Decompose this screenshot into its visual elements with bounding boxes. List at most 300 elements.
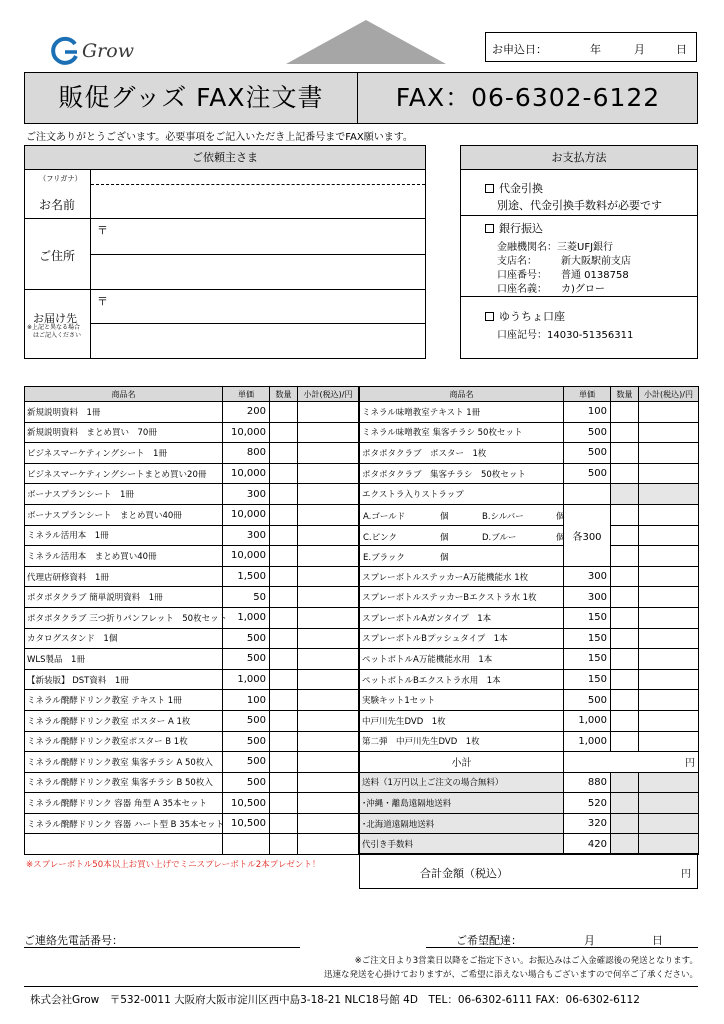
delivery-note-line: ※上記と異なる場合	[27, 324, 81, 331]
unit-price: 10,500	[223, 813, 270, 834]
unit-price: 300	[564, 566, 611, 587]
subtotal-field[interactable]	[298, 587, 359, 608]
unit-price: 500	[564, 422, 611, 443]
quantity-field[interactable]	[611, 402, 639, 423]
subtotal-field[interactable]	[298, 422, 359, 443]
subtotal-field[interactable]	[298, 402, 359, 423]
strap-unit: 個	[556, 511, 565, 522]
delivery-postal-mark: 〒	[97, 295, 108, 308]
table-row	[360, 649, 699, 670]
fee-price: 420	[564, 834, 611, 855]
product-name: スプレーボトルステッカーBエクストラ水 1枚	[360, 587, 564, 608]
furigana-field[interactable]	[92, 171, 426, 183]
table-row	[25, 402, 359, 423]
fee-price: 520	[564, 793, 611, 814]
unit-price: 150	[564, 628, 611, 649]
subtotal-field[interactable]	[639, 669, 699, 690]
subtotal-field[interactable]	[298, 710, 359, 731]
unit-price: 1,000	[564, 710, 611, 731]
product-name: ミネラル醗酵ドリンク教室ポスター B 1枚	[25, 731, 223, 752]
product-name: ボーナスプランシート まとめ買い40冊	[25, 504, 223, 525]
unit-price: 50	[223, 587, 270, 608]
unit-price: 300	[223, 525, 270, 546]
table-row	[25, 690, 359, 711]
quantity-field[interactable]	[270, 834, 298, 855]
quantity-field[interactable]	[270, 402, 298, 423]
product-name: ミネラル味噌教室 集客チラシ 50枚セット	[360, 422, 564, 443]
unit-price: 1,000	[223, 607, 270, 628]
header-qty: 数量	[611, 387, 639, 402]
quantity-field[interactable]	[270, 566, 298, 587]
subtotal-field[interactable]	[639, 566, 699, 587]
table-row	[360, 731, 699, 752]
product-name: ミネラル醗酵ドリンク教室 テキスト 1冊	[25, 690, 223, 711]
table-row	[25, 628, 359, 649]
order-note: ※ご注文日より3営業日以降をご指定下さい。お振込みはご入金確認後の発送となります。	[354, 956, 698, 966]
quantity-field[interactable]	[270, 546, 298, 567]
table-row	[25, 525, 359, 546]
subtotal-field[interactable]	[298, 772, 359, 793]
strap-color: E.ブラック	[363, 553, 405, 564]
company-footer: 株式会社Grow 〒532-0011 大阪府大阪市淀川区西中島3-18-21 NLC18号館 4D TEL：06-6302-6111 FAX：06-6302-6112	[30, 994, 640, 1006]
unit-price: 500	[564, 443, 611, 464]
application-date-box[interactable]	[485, 32, 697, 62]
subtotal-field[interactable]	[298, 649, 359, 670]
contact-phone-label: ご連絡先電話番号：	[24, 934, 123, 947]
table-row	[360, 669, 699, 690]
table-row	[25, 443, 359, 464]
product-name: 新規説明資料 1冊	[25, 402, 223, 423]
table-row	[360, 566, 699, 587]
table-row	[25, 793, 359, 814]
unit-price: 150	[564, 607, 611, 628]
subtotal-field[interactable]	[298, 484, 359, 505]
strap-color: C.ピンク	[363, 532, 397, 543]
quantity-field[interactable]	[611, 566, 639, 587]
fee-price: 320	[564, 813, 611, 834]
subtotal-field[interactable]	[298, 607, 359, 628]
product-name: スプレーボトルAガンタイプ 1本	[360, 607, 564, 628]
table-row	[360, 422, 699, 443]
unit-price: 10,500	[223, 793, 270, 814]
table-row	[25, 834, 359, 855]
table-row	[360, 546, 699, 567]
product-name	[25, 834, 223, 855]
header-qty: 数量	[270, 387, 298, 402]
quantity-field[interactable]	[270, 793, 298, 814]
product-name: 中戸川先生DVD 1枚	[360, 710, 564, 731]
product-name: 【新装版】 DST資料 1冊	[25, 669, 223, 690]
grow-logo-icon	[50, 36, 80, 66]
quantity-field[interactable]	[270, 731, 298, 752]
name-label: お名前	[39, 198, 76, 212]
unit-price: 500	[564, 690, 611, 711]
strap-each-price: 各300	[564, 504, 611, 566]
product-name: ビジネスマーケティングシート 1冊	[25, 443, 223, 464]
quantity-field[interactable]	[270, 649, 298, 670]
quantity-field[interactable]	[270, 628, 298, 649]
subtotal-field[interactable]	[298, 628, 359, 649]
unit-price: 300	[223, 484, 270, 505]
quantity-field[interactable]	[270, 504, 298, 525]
quantity-field[interactable]	[270, 443, 298, 464]
unit-price: 500	[223, 649, 270, 670]
table-row	[25, 710, 359, 731]
address-postal-mark: 〒	[97, 224, 108, 237]
company-logo	[50, 34, 170, 70]
table-header-row	[25, 387, 359, 402]
subtotal-field[interactable]	[639, 690, 699, 711]
product-name: ポタポタクラブ 簡単説明資料 1冊	[25, 587, 223, 608]
checkbox-icon[interactable]	[485, 184, 494, 193]
subtotal-field[interactable]	[639, 649, 699, 670]
quantity-field[interactable]	[611, 669, 639, 690]
product-name: ミネラル活用本 まとめ買い40冊	[25, 546, 223, 567]
requester-header: ご依頼主さま	[25, 146, 425, 170]
table-row	[360, 402, 699, 423]
subtotal-field[interactable]	[298, 690, 359, 711]
subtotal-field[interactable]	[298, 793, 359, 814]
product-name: ミネラル醗酵ドリンク 容器 ハート型 B 35本セット	[25, 813, 223, 834]
delivery-note	[27, 324, 81, 340]
quantity-field[interactable]	[611, 546, 639, 567]
table-row	[25, 546, 359, 567]
subtotal-field[interactable]	[639, 628, 699, 649]
unit-price: 100	[564, 402, 611, 423]
strap-option	[360, 546, 564, 567]
date-month-label: 月	[634, 43, 645, 56]
table-row	[25, 504, 359, 525]
quantity-field[interactable]	[611, 587, 639, 608]
grand-total-label: 合計金額（税込）	[420, 867, 508, 880]
product-name: スプレーボトルBプッシュタイプ 1本	[360, 628, 564, 649]
delivery-label: お届け先	[33, 312, 77, 325]
logo-text: Grow	[82, 40, 134, 62]
unit-price: 10,000	[223, 504, 270, 525]
fee-name: 送料（1万円以上ご注文の場合無料）	[360, 772, 564, 793]
table-row	[360, 628, 699, 649]
subtotal-row	[360, 752, 699, 773]
table-row	[25, 463, 359, 484]
subtotal-field[interactable]	[639, 834, 699, 855]
subtotal-field[interactable]	[298, 525, 359, 546]
form-title: 販促グッズ FAX注文書	[25, 73, 358, 123]
table-row	[25, 772, 359, 793]
subtotal-field[interactable]	[639, 710, 699, 731]
unit-price: 500	[223, 628, 270, 649]
cod-label: 代金引換	[499, 182, 543, 195]
right-product-table	[359, 386, 699, 855]
header-subtotal: 小計(税込)/円	[639, 387, 699, 402]
quantity-field[interactable]	[270, 772, 298, 793]
fee-row	[360, 813, 699, 834]
subtotal-field[interactable]	[298, 443, 359, 464]
quantity-field[interactable]	[270, 710, 298, 731]
subtotal-field[interactable]	[298, 731, 359, 752]
product-name: ミネラル醗酵ドリンク教室 集客チラシ A 50枚入	[25, 752, 223, 773]
header-price: 単価	[564, 387, 611, 402]
subtotal-field[interactable]	[639, 402, 699, 423]
order-note: 迅速な発送を心掛けておりますが、ご希望に添えない場合もございますので何卒ご了承ください。	[323, 970, 698, 980]
intro-text: ご注文ありがとうございます。必要事項をご記入いただき上記番号までFAX願います。	[26, 132, 413, 143]
product-name: ミネラル活用本 1冊	[25, 525, 223, 546]
address-field[interactable]	[92, 219, 426, 289]
quantity-field[interactable]	[270, 752, 298, 773]
fee-price: 880	[564, 772, 611, 793]
bank-name: 金融機関名：三菱UFJ銀行	[497, 242, 614, 253]
unit-price: 800	[223, 443, 270, 464]
account-number-label: 口座番号：	[497, 270, 547, 281]
fax-number-title: FAX：06-6302-6122	[395, 83, 661, 112]
strap-product-name: エクストラ入りストラップ	[360, 484, 564, 505]
product-name: ミネラル味噌教室テキスト 1冊	[360, 402, 564, 423]
subtotal-field[interactable]	[639, 504, 699, 525]
quantity-field[interactable]	[270, 484, 298, 505]
product-name: ペットボトルBエクストラ水用 1本	[360, 669, 564, 690]
checkbox-icon[interactable]	[485, 312, 494, 321]
subtotal-field[interactable]	[639, 422, 699, 443]
quantity-field[interactable]	[611, 793, 639, 814]
delivery-wish-field[interactable]	[426, 947, 698, 948]
postal-option[interactable]	[485, 308, 565, 324]
product-name: ミネラル醗酵ドリンク教室 ポスター A 1枚	[25, 710, 223, 731]
table-row	[360, 525, 699, 546]
subtotal-field[interactable]	[298, 834, 359, 855]
unit-price: 500	[223, 710, 270, 731]
quantity-field[interactable]	[611, 731, 639, 752]
table-row	[360, 484, 699, 505]
grand-total-box[interactable]	[359, 853, 698, 889]
unit-price	[223, 834, 270, 855]
unit-price: 150	[564, 649, 611, 670]
postal-account-number: 口座記号：14030-51356311	[497, 330, 634, 341]
checkbox-icon[interactable]	[485, 224, 494, 233]
header-product-name: 商品名	[25, 387, 223, 402]
payment-section	[460, 145, 698, 359]
strap-unit: 個	[440, 532, 449, 543]
table-row	[25, 813, 359, 834]
left-product-table	[24, 386, 359, 855]
product-name: ミネラル醗酵ドリンク教室 集客チラシ B 50枚入	[25, 772, 223, 793]
table-row	[25, 607, 359, 628]
subtotal-label: 小計	[360, 752, 564, 773]
product-name: 第二弾 中戸川先生DVD 1枚	[360, 731, 564, 752]
unit-price: 1,000	[223, 669, 270, 690]
product-name: 新規説明資料 まとめ買い 70冊	[25, 422, 223, 443]
table-row	[360, 504, 699, 525]
grand-total-yen: 円	[681, 869, 691, 880]
fee-name: ･沖縄・離島遠隔地送料	[360, 793, 564, 814]
roof-decoration	[286, 20, 446, 64]
unit-price: 300	[564, 587, 611, 608]
quantity-field[interactable]	[611, 484, 639, 505]
quantity-field[interactable]	[270, 525, 298, 546]
quantity-field[interactable]	[270, 607, 298, 628]
requester-section	[24, 145, 426, 359]
header-price: 単価	[223, 387, 270, 402]
subtotal-field[interactable]	[298, 813, 359, 834]
payment-header: お支払方法	[461, 146, 697, 170]
table-row	[25, 669, 359, 690]
table-row	[360, 607, 699, 628]
quantity-field[interactable]	[611, 504, 639, 525]
subtotal-field[interactable]	[639, 587, 699, 608]
table-row	[25, 649, 359, 670]
table-header-row	[360, 387, 699, 402]
table-row	[25, 752, 359, 773]
subtotal-field[interactable]	[298, 546, 359, 567]
quantity-field[interactable]	[270, 669, 298, 690]
name-field[interactable]	[92, 185, 426, 218]
payment-divider	[461, 215, 697, 216]
header-product-name: 商品名	[360, 387, 564, 402]
subtotal-field[interactable]	[298, 752, 359, 773]
furigana-label: （フリガナ）	[39, 175, 82, 184]
delivery-wish-month: 月	[584, 934, 595, 947]
account-name: カ)グロー	[561, 284, 605, 295]
quantity-field[interactable]	[270, 690, 298, 711]
unit-price: 10,000	[223, 463, 270, 484]
quantity-field[interactable]	[611, 772, 639, 793]
fee-row	[360, 772, 699, 793]
quantity-field[interactable]	[611, 834, 639, 855]
branch-label: 支店名：	[497, 256, 537, 267]
subtotal-field[interactable]	[639, 813, 699, 834]
fee-name: 代引き手数料	[360, 834, 564, 855]
quantity-field[interactable]	[611, 690, 639, 711]
quantity-field[interactable]	[611, 525, 639, 546]
strap-unit: 個	[440, 553, 449, 564]
strap-unit: 個	[556, 532, 565, 543]
product-name: WLS製品 1冊	[25, 649, 223, 670]
date-year-label: 年	[590, 43, 601, 56]
subtotal-field[interactable]	[298, 669, 359, 690]
postal-label: ゆうちょ口座	[499, 310, 565, 323]
subtotal-field[interactable]	[639, 793, 699, 814]
delivery-wish-day: 日	[652, 934, 663, 947]
table-row	[25, 731, 359, 752]
strap-color: B.シルバー	[482, 511, 524, 522]
table-row	[25, 566, 359, 587]
product-name: スプレーボトルステッカーA万能機能水 1枚	[360, 566, 564, 587]
bank-option[interactable]	[485, 220, 543, 236]
fee-row	[360, 834, 699, 855]
subtotal-field[interactable]	[639, 525, 699, 546]
quantity-field[interactable]	[270, 463, 298, 484]
subtotal-field[interactable]	[639, 484, 699, 505]
contact-phone-field[interactable]	[24, 947, 300, 948]
address-label: ご住所	[39, 249, 76, 263]
subtotal-field[interactable]	[639, 463, 699, 484]
strap-price	[564, 484, 611, 505]
header-subtotal: 小計(税込)/円	[298, 387, 359, 402]
table-row	[360, 690, 699, 711]
account-number: 普通 0138758	[561, 270, 629, 281]
table-row	[25, 587, 359, 608]
fee-row	[360, 793, 699, 814]
payment-divider	[461, 296, 697, 297]
subtotal-field[interactable]	[639, 731, 699, 752]
delivery-wish-label: ご希望配達：	[456, 934, 522, 947]
table-row	[25, 484, 359, 505]
date-day-label: 日	[676, 43, 687, 56]
table-row	[360, 587, 699, 608]
delivery-note-line: はご記入ください	[33, 332, 82, 339]
quantity-field[interactable]	[270, 422, 298, 443]
subtotal-field[interactable]	[298, 566, 359, 587]
product-name: 実験キット1セット	[360, 690, 564, 711]
subtotal-field[interactable]	[298, 504, 359, 525]
unit-price: 500	[223, 731, 270, 752]
table-row	[360, 463, 699, 484]
product-name: ペットボトルA万能機能水用 1本	[360, 649, 564, 670]
subtotal-field[interactable]	[639, 607, 699, 628]
quantity-field[interactable]	[611, 422, 639, 443]
subtotal-field[interactable]	[639, 443, 699, 464]
unit-price: 500	[564, 463, 611, 484]
title-band	[24, 72, 698, 124]
product-name: ミネラル醗酵ドリンク 容器 角型 A 35本セット	[25, 793, 223, 814]
application-date-label: お申込日：	[492, 43, 547, 56]
quantity-field[interactable]	[611, 607, 639, 628]
spray-bottle-notice: ※スプレーボトル50本以上お買い上げでミニスプレーボトル2本プレゼント！	[26, 860, 321, 870]
quantity-field[interactable]	[611, 463, 639, 484]
unit-price: 1,500	[223, 566, 270, 587]
table-row	[25, 422, 359, 443]
product-name: ポタポタクラブ 集客チラシ 50枚セット	[360, 463, 564, 484]
quantity-field[interactable]	[611, 813, 639, 834]
unit-price: 10,000	[223, 422, 270, 443]
unit-price: 10,000	[223, 546, 270, 567]
product-name: ポタポタクラブ 三つ折りパンフレット 50枚セット	[25, 607, 223, 628]
strap-color: D.ブルー	[482, 532, 517, 543]
strap-option	[360, 525, 564, 546]
quantity-field[interactable]	[611, 628, 639, 649]
footer-divider	[24, 986, 698, 987]
subtotal-field[interactable]	[639, 772, 699, 793]
quantity-field[interactable]	[270, 587, 298, 608]
quantity-field[interactable]	[611, 710, 639, 731]
cod-option[interactable]	[485, 180, 543, 196]
unit-price: 150	[564, 669, 611, 690]
subtotal-field[interactable]	[639, 546, 699, 567]
product-name: ポタポタクラブ ポスター 1枚	[360, 443, 564, 464]
product-name: ボーナスプランシート 1冊	[25, 484, 223, 505]
account-name-label: 口座名義：	[497, 284, 547, 295]
fee-name: ･北海道遠隔地送料	[360, 813, 564, 834]
strap-unit: 個	[440, 511, 449, 522]
product-name: カタログスタンド 1個	[25, 628, 223, 649]
quantity-field[interactable]	[611, 649, 639, 670]
quantity-field[interactable]	[611, 443, 639, 464]
product-name: 代理店研修資料 1冊	[25, 566, 223, 587]
unit-price: 100	[223, 690, 270, 711]
bank-label: 銀行振込	[499, 222, 543, 235]
quantity-field[interactable]	[270, 813, 298, 834]
unit-price: 1,000	[564, 731, 611, 752]
delivery-address-field[interactable]	[92, 290, 426, 358]
unit-price: 200	[223, 402, 270, 423]
unit-price: 500	[223, 752, 270, 773]
subtotal-field[interactable]	[298, 463, 359, 484]
unit-price: 500	[223, 772, 270, 793]
strap-color: A.ゴールド	[363, 511, 406, 522]
cod-note: 別途、代金引換手数料が必要です	[497, 199, 662, 212]
table-row	[360, 443, 699, 464]
subtotal-value-field[interactable]: 円	[564, 752, 699, 773]
branch-name: 新大阪駅前支店	[561, 256, 631, 267]
table-row	[360, 710, 699, 731]
